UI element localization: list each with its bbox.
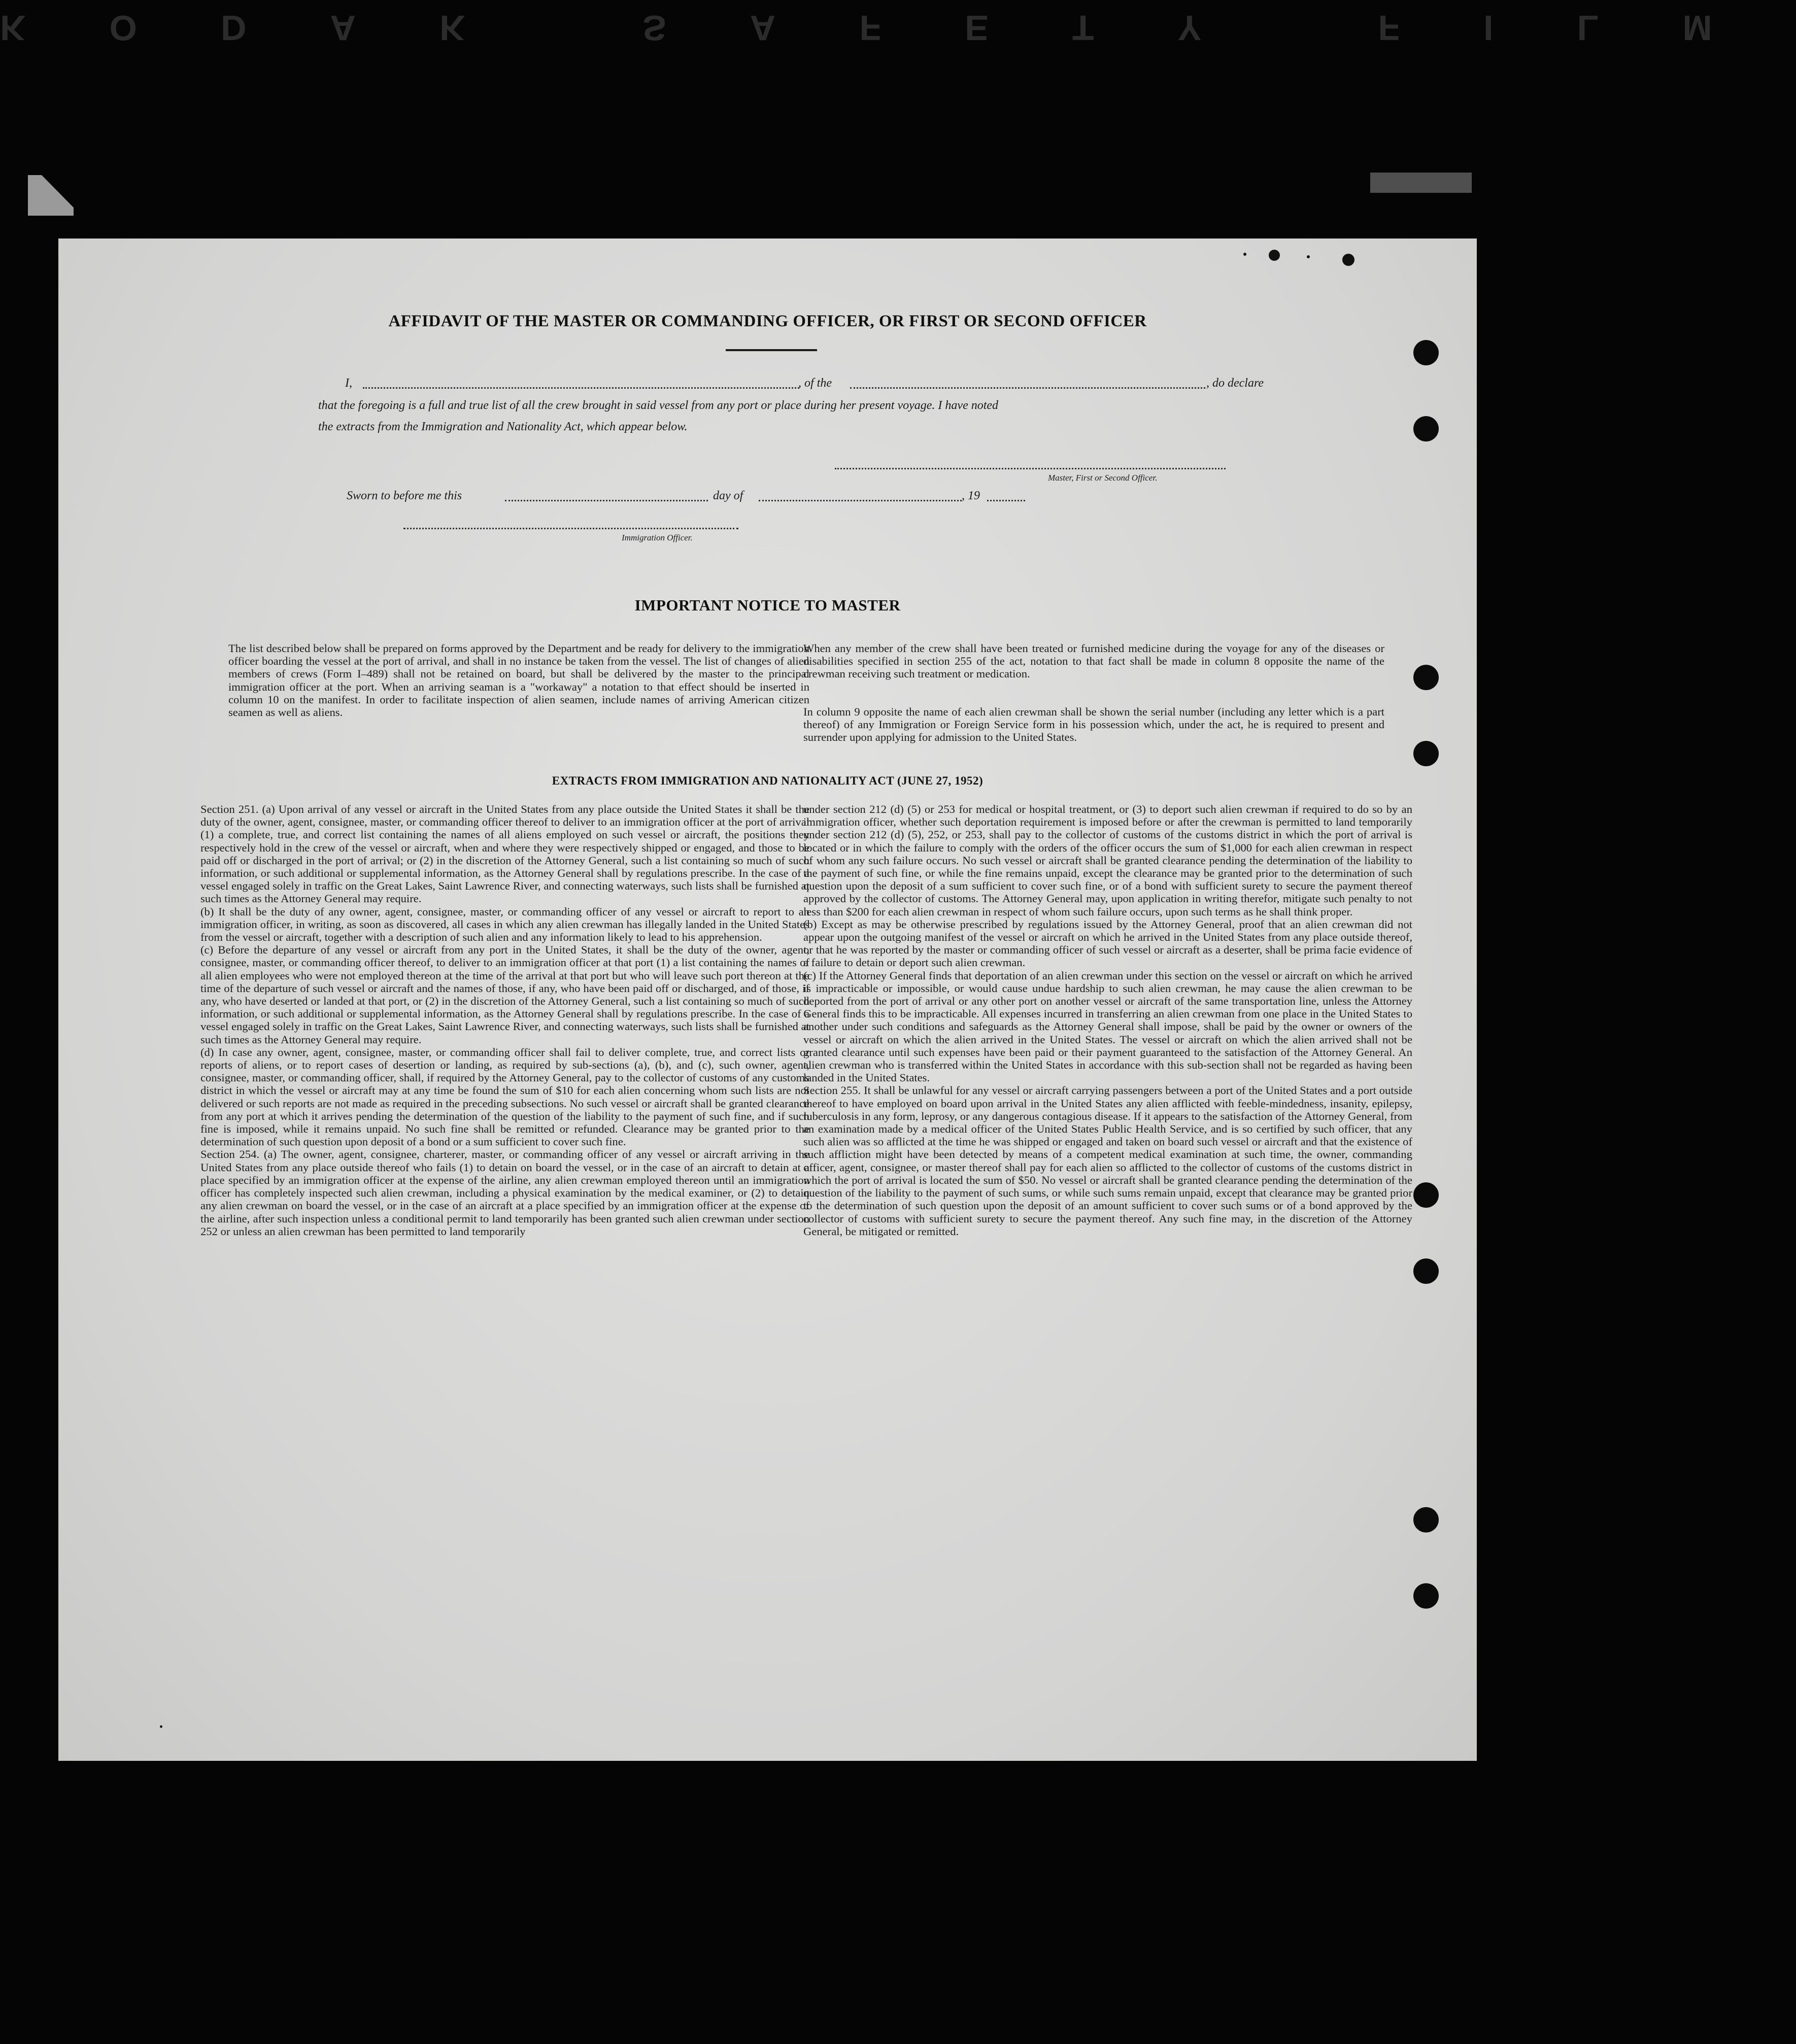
- title-rule: [726, 349, 817, 351]
- film-scratch: [1370, 173, 1472, 193]
- affidavit-line-2: that the foregoing is a full and true list of all the crew brought in said vessel from any port or place during her present voyage. I have noted: [318, 399, 999, 412]
- punch-hole: [1413, 1182, 1439, 1208]
- speck: [1307, 255, 1310, 258]
- speck: [1269, 250, 1280, 261]
- punch-hole: [1413, 1583, 1439, 1609]
- sworn-date-line: [505, 500, 708, 501]
- sworn-month-line: [759, 500, 962, 501]
- speck: [1342, 254, 1354, 266]
- affidavit-vessel-line: [850, 387, 1205, 389]
- film-scratch: [28, 175, 74, 216]
- sworn-label: Sworn to before me this: [347, 489, 462, 502]
- immigration-officer-label: Immigration Officer.: [622, 533, 693, 542]
- immigration-officer-line: [403, 528, 738, 529]
- affidavit-i-label: I,: [345, 377, 352, 390]
- speck: [1243, 253, 1246, 256]
- affidavit-do-declare: , do declare: [1206, 377, 1264, 390]
- affidavit-name-line: [363, 387, 799, 389]
- notice-title: IMPORTANT NOTICE TO MASTER: [634, 596, 901, 614]
- extracts-left-column: Section 251. (a) Upon arrival of any vessel or aircraft in the United States from any place outside the United States it shall be the duty of the owner, agent, consignee, master, or commanding officer thereof to deliver to an immigration officer at the port of arrival (1) a complete, true, and correct list containing the names of all aliens employed on such vessel or aircraft, the positions they respectively hold in the crew of the vessel or aircraft, when and where they were respectively shipped or engaged, and those to be paid off or discharged in the port of arrival; or (2) in the discretion of the Attorney General, such a list containing so much of such information, or such additional or supplemental information, as the Attorney General shall by regulations prescribe. In the case of a vessel engaged solely in traffic on the Great Lakes, Saint Lawrence River, and connecting waterways, such lists shall be furnished at such times as the Attorney General may require. (b) It shall be the duty of any owner, agent, consignee, master, or commanding officer of any vessel or aircraft to report to an immigration officer, in writing, as soon as discovered, all cases in which any alien crewman has illegally landed in the United States from the vessel or aircraft, together with a description of such alien and any information likely to lead to his apprehension. (c) Before the departure of any vessel or aircraft from any port in the United States, it shall be the duty of the owner, agent, consignee, master, or commanding officer thereof, to deliver to an immigration officer at that port (1) a list containing the names of all alien employees who were not employed thereon at the time of the arrival at that port but who will leave such port thereon at the time of the departure of such vessel or aircraft and the names of those, if any, who have been paid off or discharged, and of those, if any, who have deserted or landed at that port, or (2) in the discretion of the Attorney General, such a list containing so much of such information, or such additional or supplemental information, as the Attorney General shall by regulations prescribe. In the case of a vessel engaged solely in traffic on the Great Lakes, Saint Lawrence River, and connecting waterways, such lists shall be furnished at such times as the Attorney General may require. (d) In case any owner, agent, consignee, master, or commanding officer shall fail to deliver complete, true, and correct lists or reports of aliens, or to report cases of desertion or landing, as required by sub-sections (a), (b), and (c), such owner, agent, consignee, master, or commanding officer, shall, if required by the Attorney General, pay to the collector of customs of any customs district in which the vessel or aircraft may at any time be found the sum of $10 for each alien concerning whom such lists are not delivered or such reports are not made as required in the preceding subsections. No such vessel or aircraft shall be granted clearance from any port at which it arrives pending the determination of the question of the liability to the payment of such fine, and if such fine is imposed, while it remains unpaid. No such fine shall be remitted or refunded. Clearance may be granted prior to the determination of such question upon deposit of a bond or a sum sufficient to cover such fine. Section 254. (a) The owner, agent, consignee, charterer, master, or commanding officer of any vessel or aircraft arriving in the United States from any place outside thereof who fails (1) to detain on board the vessel, or in the case of an aircraft to detain at a place specified by an immigration officer at the expense of the airline, any alien crewman employed thereon until an immigration officer has completely inspected such alien crewman, including a physical examination by the medical examiner, or (2) to detain any alien crewman on board the vessel, or in the case of an aircraft at a place specified by an immigration officer at the expense of the airline, after such inspection unless a conditional permit to land temporarily has been granted such alien crewman under section 252 or unless an alien crewman has been permitted to land temporarily: [200, 803, 809, 1238]
- year-label: , 19: [962, 489, 980, 502]
- punch-hole: [1413, 1507, 1439, 1532]
- affidavit-title: AFFIDAVIT OF THE MASTER OR COMMANDING OFFICER, OR FIRST OR SECOND OFFICER: [388, 312, 1147, 330]
- day-of-label: day of: [713, 489, 743, 502]
- master-signature-label: Master, First or Second Officer.: [1048, 473, 1158, 483]
- notice-right-paragraph-1: When any member of the crew shall have been treated or furnished medicine during the voyage for any of the diseases or disabilities specified in section 255 of the act, notation to that fact shall be made in column 8 opposite the name of the crewman receiving such treatment or medication.: [803, 642, 1384, 680]
- sworn-year-line: [987, 500, 1025, 501]
- affidavit-line-3: the extracts from the Immigration and Nationality Act, which appear below.: [318, 420, 688, 433]
- notice-right-paragraph-2: In column 9 opposite the name of each alien crewman shall be shown the serial number (including any letter which is a part thereof) of any Immigration or Foreign Service form in his possession which, under the act, he is required to present and surrender upon applying for admission to the United States.: [803, 705, 1384, 744]
- master-signature-line: [835, 468, 1226, 469]
- punch-hole: [1413, 416, 1439, 441]
- affidavit-of-the-label: , of the: [798, 377, 832, 390]
- extracts-right-column: under section 212 (d) (5) or 253 for medical or hospital treatment, or (3) to deport such alien crewman if required to do so by an immigration officer, whether such deportation requirement is imposed before or after the crewman is permitted to land temporarily under section 212 (d) (5), 252, or 253, shall pay to the collector of customs of the customs district in which the port of arrival is located or in which the failure to comply with the orders of the officer occurs the sum of $1,000 for each alien crewman in respect of whom any such failure occurs. No such vessel or aircraft shall be granted clearance pending the determination of the liability to the payment of such fine, or while the fine remains unpaid, except the clearance may be granted prior to the determination of such question upon the deposit of a sum sufficient to cover such fine, or of a bond with sufficient surety to secure the payment thereof approved by the collector of customs. The Attorney General may, upon application in writing therefor, mitigate such penalty to not less than $200 for each alien crewman in respect of whom such failure occurs, upon such terms as he shall think proper. (b) Except as may be otherwise prescribed by regulations issued by the Attorney General, proof that an alien crewman did not appear upon the outgoing manifest of the vessel or aircraft on which he arrived in the United States from any place outside thereof, or that he was reported by the master or commanding officer of such vessel or aircraft as a deserter, shall be prima facie evidence of a failure to detain or deport such alien crewman. (c) If the Attorney General finds that deportation of an alien crewman under this section on the vessel or aircraft on which he arrived is impracticable or impossible, or would cause undue hardship to such alien crewman, he may cause the alien crewman to be deported from the port of arrival or any other port on another vessel or aircraft of the same transportation line, unless the Attorney General finds this to be impracticable. All expenses incurred in transferring an alien crewman from one place in the United States to another under such conditions and safeguards as the Attorney General shall impose, shall be paid by the owner or owners of the vessel or aircraft on which the alien arrived in the United States. The vessel or aircraft on which the alien arrived shall not be granted clearance until such expenses have been paid or their payment guaranteed to the satisfaction of the Attorney General. An alien crewman who is transferred within the United States in accordance with this sub-section shall not be regarded as having been landed in the United States. Section 255. It shall be unlawful for any vessel or aircraft carrying passengers between a port of the United States and a port outside thereof to have employed on board upon arrival in the United States any alien afflicted with feeble-mindedness, insanity, epilepsy, tuberculosis in any form, leprosy, or any dangerous contagious disease. If it appears to the satisfaction of the Attorney General, from an examination made by a medical officer of the United States Public Health Service, and is so certified by such officer, that any such alien was so afflicted at the time he was shipped or engaged and taken on board such vessel or aircraft and that the existence of such affliction might have been detected by means of a competent medical examination at such time, the owner, commanding officer, agent, consignee, or master thereof shall pay for each alien so afflicted to the collector of customs of the customs district in which the port of arrival is located the sum of $50. No vessel or aircraft shall be granted clearance pending the determination of the question of the liability to the payment of such sums, or while such sums remain unpaid, except that clearance may be granted prior to the determination of such question upon the deposit of an amount sufficient to cover such sums or of a bond approved by the collector of customs with sufficient surety to secure the payment thereof. Any such fine may, in the discretion of the Attorney General, be mitigated or remitted.: [803, 803, 1412, 1238]
- punch-hole: [1413, 340, 1439, 365]
- punch-hole: [1413, 741, 1439, 766]
- notice-left-paragraph: The list described below shall be prepared on forms approved by the Department and be ready for delivery to the immigration officer boarding the vessel at the port of arrival, and shall in no instance be taken from the vessel. The list of changes of alien members of crews (Form I–489) shall not be retained on board, but shall be delivered by the master to the principal immigration officer at the port. When an arriving seaman is a "workaway" a notation to that effect should be inserted in column 10 on the manifest. In order to facilitate inspection of alien seamen, include names of arriving American citizen seamen as well as aliens.: [228, 642, 809, 719]
- punch-hole: [1413, 1258, 1439, 1284]
- speck: [160, 1725, 162, 1728]
- document-page: [58, 239, 1477, 1761]
- punch-hole: [1413, 665, 1439, 690]
- extracts-title: EXTRACTS FROM IMMIGRATION AND NATIONALITY ACT (JUNE 27, 1952): [552, 774, 984, 787]
- film-edge-text: KODAK SAFETY FILM: [0, 8, 1796, 48]
